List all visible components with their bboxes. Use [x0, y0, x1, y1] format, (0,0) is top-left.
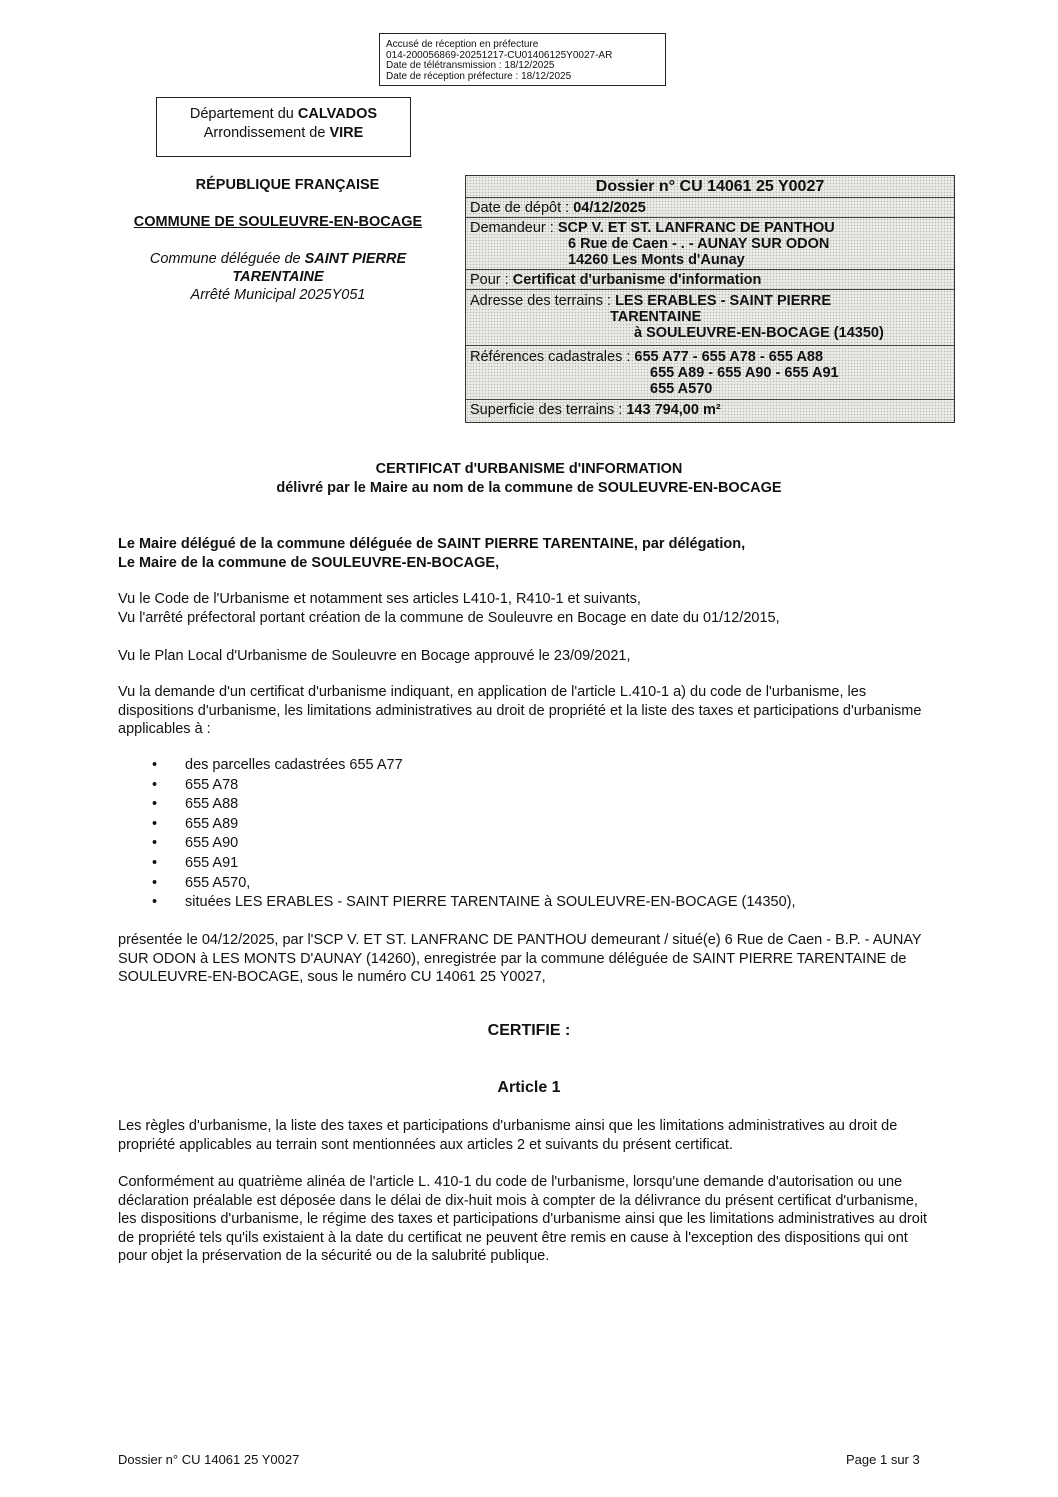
list-item: • 655 A570, — [118, 874, 930, 894]
demandeur-address-2: 14260 Les Monts d'Aunay — [568, 252, 745, 268]
parcels-list — [118, 756, 930, 913]
maire-line-1: Le Maire délégué de la commune déléguée de SAINT PIERRE TARENTAINE, par délégation, — [118, 536, 746, 552]
list-item: • 655 A91 — [118, 854, 930, 874]
superficie-row — [466, 400, 954, 420]
vu-arrete: Vu l'arrêté préfectoral portant création de la commune de Souleuvre en Bocage en date du 01/12/2015, — [118, 610, 780, 626]
depot-value: 04/12/2025 — [573, 200, 646, 216]
vu-plu: Vu le Plan Local d'Urbanisme de Souleuvre en Bocage approuvé le 23/09/2021, — [118, 648, 631, 664]
delegated-name-2: TARENTAINE — [232, 269, 324, 285]
pour-label: Pour : — [470, 272, 513, 288]
demandeur-address-1: 6 Rue de Caen - . - AUNAY SUR ODON — [568, 236, 830, 252]
references-label: Références cadastrales : — [470, 349, 635, 365]
adresse-row — [466, 290, 954, 346]
article-1-paragraph-2: Conformément au quatrième alinéa de l'article L. 410-1 du code de l'urbanisme, lorsqu'une demande d'autorisation ou une déclaration préalable est déposée dans le délai de dix-huit mois à compter de la délivrance du présent certificat d'urbanisme, les dispositions d'urbanisme, le régime des taxes et participations d'urbanisme ainsi que les limitations administratives au droit de propriété tels qu'ils existaient à la date du certificat ne peuvent être remis en cause à l'exception des dispositions qui ont pour objet la préservation de la sécurité ou de la salubrité publique. — [118, 1174, 928, 1265]
list-item: • 655 A90 — [118, 834, 930, 854]
arrondissement-line — [157, 124, 410, 143]
stamp-line: Date de télétransmission : 18/12/2025 — [386, 60, 555, 71]
references-row — [466, 346, 954, 400]
stamp-line: Date de réception préfecture : 18/12/2025 — [386, 70, 572, 82]
certificate-title-line-2: délivré par le Maire au nom de la commune de SOULEUVRE-EN-BOCAGE — [276, 480, 782, 496]
maire-line-2: Le Maire de la commune de SOULEUVRE-EN-BOCAGE, — [118, 554, 500, 571]
certificate-title-line-1: CERTIFICAT d'URBANISME d'INFORMATION — [375, 461, 683, 477]
vu-demande: Vu la demande d'un certificat d'urbanisme indiquant, en application de l'article L.410-1 a) du code de l'urbanisme, les dispositions d'urbanisme, les limitations administratives au droit de propriété et la liste des taxes et participations d'urbanisme applicables à : — [118, 684, 922, 738]
department-box — [156, 97, 411, 157]
department-line — [157, 105, 410, 124]
adresse-line-2: TARENTAINE — [610, 309, 702, 325]
vu-code: Vu le Code de l'Urbanisme et notamment ses articles L410-1, R410-1 et suivants, — [118, 591, 641, 607]
adresse-line-3: à SOULEUVRE-EN-BOCAGE (14350) — [634, 325, 884, 341]
footer-page-number: Page 1 sur 3 — [846, 1452, 920, 1467]
list-item: • 655 A78 — [118, 776, 930, 796]
commune-heading: COMMUNE DE SOULEUVRE-EN-BOCAGE — [133, 214, 423, 230]
arrete-reference: Arrêté Municipal 2025Y051 — [190, 287, 366, 303]
adresse-label: Adresse des terrains : — [470, 293, 616, 309]
article-1-paragraph-1: Les règles d'urbanisme, la liste des taxes et participations d'urbanisme ainsi que les limitations administratives au droit de propriété applicables au terrain sont mentionnées aux articles 2 et suivants du présent certificat. — [118, 1118, 898, 1153]
department-name: CALVADOS — [297, 106, 378, 122]
arrondissement-prefix: Arrondissement de — [203, 125, 330, 141]
republic-heading: RÉPUBLIQUE FRANÇAISE — [195, 177, 380, 193]
demandeur-row — [466, 218, 954, 270]
certificate-title — [0, 460, 1058, 498]
certifie-heading: CERTIFIE : — [487, 1022, 571, 1039]
adresse-line-1: LES ERABLES - SAINT PIERRE — [615, 293, 831, 309]
depot-label: Date de dépôt : — [470, 200, 574, 216]
maire-statement — [118, 535, 930, 572]
list-item: • des parcelles cadastrées 655 A77 — [118, 756, 930, 776]
reception-stamp — [379, 33, 666, 86]
superficie-value: 143 794,00 m² — [626, 402, 721, 418]
dossier-title: Dossier n° CU 14061 25 Y0027 — [466, 176, 954, 198]
references-line-2: 655 A89 - 655 A90 - 655 A91 — [650, 365, 839, 381]
stamp-line: 014-200056869-20251217-CU01406125Y0027-AR — [386, 49, 613, 61]
stamp-line: Accusé de réception en préfecture — [386, 39, 539, 50]
dossier-box — [465, 175, 955, 423]
delegated-prefix: Commune déléguée de — [149, 251, 305, 267]
pour-row — [466, 270, 954, 290]
presentee-paragraph: présentée le 04/12/2025, par l'SCP V. ET ST. LANFRANC DE PANTHOU demeurant / situé(e) 6 Rue de Caen - B.P. - AUNAY SUR ODON à LES MONTS D'AUNAY (14260), enregistrée par la commune déléguée de SAINT PIERRE TARENTAINE de SOULEUVRE-EN-BOCAGE, sous le numéro CU 14061 25 Y0027, — [118, 932, 922, 986]
pour-value: Certificat d'urbanisme d'information — [512, 272, 762, 288]
depot-row — [466, 198, 954, 218]
article-1-title: Article 1 — [497, 1079, 561, 1096]
footer-dossier: Dossier n° CU 14061 25 Y0027 — [118, 1452, 300, 1467]
delegated-commune — [128, 250, 428, 304]
demandeur-label: Demandeur : — [470, 220, 558, 236]
superficie-label: Superficie des terrains : — [470, 402, 627, 418]
demandeur-name: SCP V. ET ST. LANFRANC DE PANTHOU — [557, 220, 835, 236]
delegated-name-1: SAINT PIERRE — [304, 251, 407, 267]
arrondissement-name: VIRE — [329, 125, 364, 141]
references-line-3: 655 A570 — [650, 381, 713, 397]
department-prefix: Département du — [189, 106, 298, 122]
references-line-1: 655 A77 - 655 A78 - 655 A88 — [634, 349, 824, 365]
list-item: • 655 A88 — [118, 795, 930, 815]
list-item: • 655 A89 — [118, 815, 930, 835]
list-item: • situées LES ERABLES - SAINT PIERRE TARENTAINE à SOULEUVRE-EN-BOCAGE (14350), — [118, 893, 930, 913]
